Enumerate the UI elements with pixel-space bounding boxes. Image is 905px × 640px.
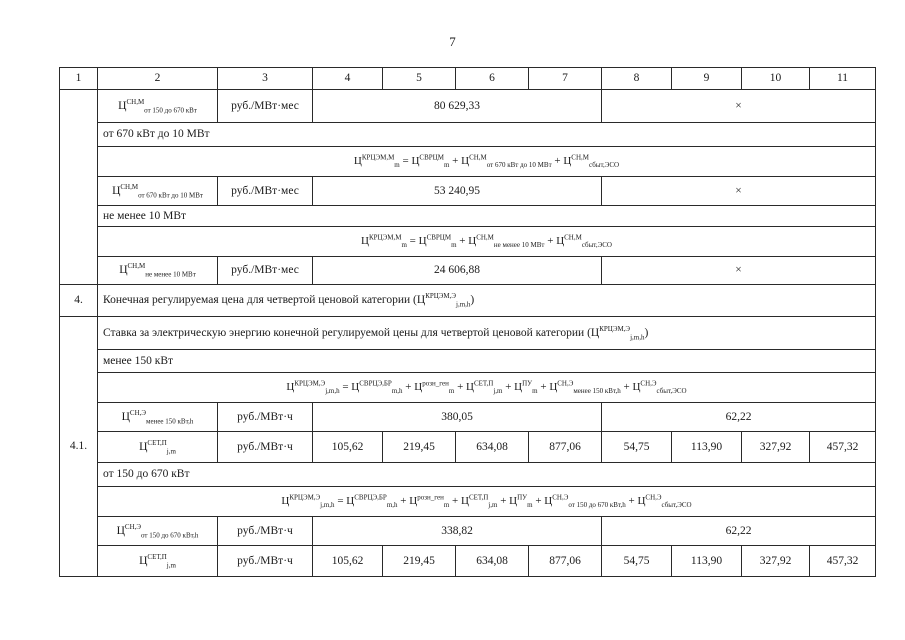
header-row xyxy=(60,68,876,90)
price-symbol: $Ц^{СЕТ,П}_{j,m}$ xyxy=(98,546,218,577)
value-cell: × xyxy=(602,257,876,285)
value-cell: 327,92 xyxy=(742,546,810,577)
table-row xyxy=(60,206,876,227)
formula: $Ц^{КРЦЭМ,М}_m = Ц^{СВРЦМ}_m + Ц^{СН,М}_{от 670 кВт до 10 МВт} + Ц^{СН,М}_{сбыт,ЭСО}$ xyxy=(98,147,876,177)
row-number: 4.1. xyxy=(60,317,98,577)
value-cell: 219,45 xyxy=(383,432,456,463)
table-row xyxy=(60,257,876,285)
price-symbol: $Ц^{СН,Э}_{от 150 до 670 кВт,h}$ xyxy=(98,517,218,546)
value-cell: 877,06 xyxy=(529,546,602,577)
formula: $Ц^{КРЦЭМ,М}_m = Ц^{СВРЦМ}_m + Ц^{СН,М}_{не менее 10 МВт} + Ц^{СН,М}_{сбыт,ЭСО}$ xyxy=(98,227,876,257)
table-row xyxy=(60,123,876,147)
price-symbol: $Ц^{СН,Э}_{менее 150 кВт,h}$ xyxy=(98,403,218,432)
value-cell: × xyxy=(602,90,876,123)
value-cell: 105,62 xyxy=(313,432,383,463)
value-cell: 380,05 xyxy=(313,403,602,432)
formula-row xyxy=(60,227,876,257)
unit-cell: руб./МВт·ч xyxy=(218,546,313,577)
formula: $Ц^{КРЦЭМ,Э}_{j,m,h} = Ц^{СВРЦЭ,БР}_{m,h} + Ц^{розн\_ген}_m + Ц^{СЕТ,П}_{j,m} + Ц^{ПУ}_m + Ц^{СН,Э}_{от 150 до 670 кВт,h} + Ц^{СН,Э}_{сбыт,ЭСО}$ xyxy=(98,487,876,517)
value-cell: 53 240,95 xyxy=(313,177,602,206)
row-number: 4. xyxy=(60,285,98,317)
value-cell: 24 606,88 xyxy=(313,257,602,285)
unit-cell: руб./МВт·мес xyxy=(218,90,313,123)
value-cell: 80 629,33 xyxy=(313,90,602,123)
section-title: Ставка за электрическую энергию конечной регулируемой цены для четвертой ценовой категории $(Ц^{КРЦЭМ,Э}_{j,m,h})$ xyxy=(98,317,876,350)
value-cell: 338,82 xyxy=(313,517,602,546)
table-row xyxy=(60,350,876,373)
unit-cell: руб./МВт·ч xyxy=(218,517,313,546)
page-number: 7 xyxy=(449,34,456,49)
header-cell: 8 xyxy=(602,68,672,90)
value-cell: 54,75 xyxy=(602,546,672,577)
table-row xyxy=(60,546,876,577)
formula: $Ц^{КРЦЭМ,Э}_{j,m,h} = Ц^{СВРЦЭ,БР}_{m,h} + Ц^{розн\_ген}_m + Ц^{СЕТ,П}_{j,m} + Ц^{ПУ}_m + Ц^{СН,Э}_{менее 150 кВт,h} + Ц^{СН,Э}_{сбыт,ЭСО}$ xyxy=(98,373,876,403)
formula-row xyxy=(60,487,876,517)
value-cell: 54,75 xyxy=(602,432,672,463)
value-cell: 62,22 xyxy=(602,517,876,546)
section-label: от 670 кВт до 10 МВт xyxy=(98,123,876,147)
value-cell: 457,32 xyxy=(810,432,876,463)
value-cell: 62,22 xyxy=(602,403,876,432)
table-row xyxy=(60,90,876,123)
value-cell: 634,08 xyxy=(456,432,529,463)
price-symbol: $Ц^{СН,М}_{от 670 кВт до 10 МВт}$ xyxy=(98,177,218,206)
value-cell: 327,92 xyxy=(742,432,810,463)
header-cell: 7 xyxy=(529,68,602,90)
header-cell: 10 xyxy=(742,68,810,90)
price-symbol: $Ц^{СЕТ,П}_{j,m}$ xyxy=(98,432,218,463)
table-row xyxy=(60,517,876,546)
table-row xyxy=(60,285,876,317)
table-row xyxy=(60,177,876,206)
unit-cell: руб./МВт·мес xyxy=(218,177,313,206)
formula-row xyxy=(60,373,876,403)
value-cell: 457,32 xyxy=(810,546,876,577)
section-label: менее 150 кВт xyxy=(98,350,876,373)
header-cell: 3 xyxy=(218,68,313,90)
value-cell: 113,90 xyxy=(672,432,742,463)
unit-cell: руб./МВт·мес xyxy=(218,257,313,285)
header-cell: 2 xyxy=(98,68,218,90)
price-symbol: $Ц^{СН,М}_{от 150 до 670 кВт}$ xyxy=(98,90,218,123)
unit-cell: руб./МВт·ч xyxy=(218,403,313,432)
table-row xyxy=(60,403,876,432)
value-cell: × xyxy=(602,177,876,206)
value-cell: 634,08 xyxy=(456,546,529,577)
tariff-table xyxy=(59,67,876,577)
header-cell: 1 xyxy=(60,68,98,90)
table-row xyxy=(60,432,876,463)
row-number-cell xyxy=(60,90,98,285)
unit-cell: руб./МВт·ч xyxy=(218,432,313,463)
value-cell: 877,06 xyxy=(529,432,602,463)
header-cell: 11 xyxy=(810,68,876,90)
header-cell: 6 xyxy=(456,68,529,90)
value-cell: 219,45 xyxy=(383,546,456,577)
section-label: от 150 до 670 кВт xyxy=(98,463,876,487)
table-row xyxy=(60,463,876,487)
value-cell: 105,62 xyxy=(313,546,383,577)
section-title: Конечная регулируемая цена для четвертой ценовой категории $(Ц^{КРЦЭМ,Э}_{j,m,h})$ xyxy=(98,285,876,317)
table-row xyxy=(60,317,876,350)
header-cell: 5 xyxy=(383,68,456,90)
header-cell: 4 xyxy=(313,68,383,90)
header-cell: 9 xyxy=(672,68,742,90)
price-symbol: $Ц^{СН,М}_{не менее 10 МВт}$ xyxy=(98,257,218,285)
section-label: не менее 10 МВт xyxy=(98,206,876,227)
formula-row xyxy=(60,147,876,177)
value-cell: 113,90 xyxy=(672,546,742,577)
